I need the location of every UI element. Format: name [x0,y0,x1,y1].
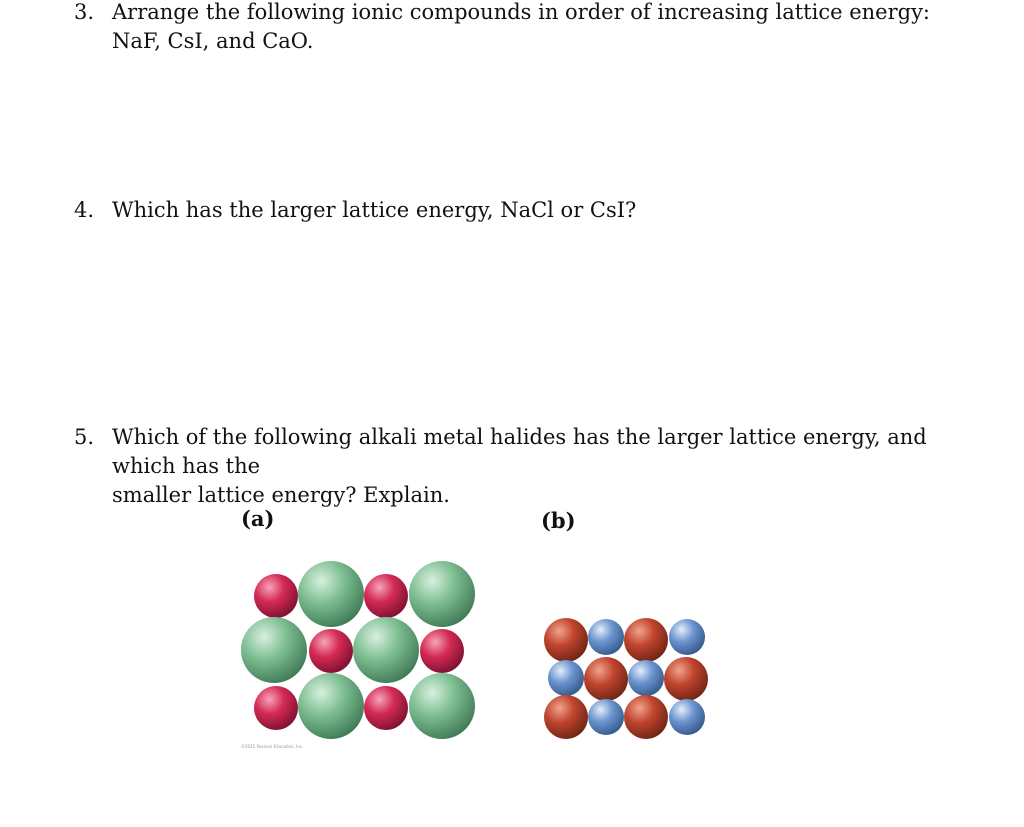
lattice-b [544,618,708,739]
large-anion-sphere [409,561,475,627]
question-number: 4. [74,198,95,222]
blue-ion-sphere [669,699,705,735]
question-line: which has the [112,454,261,478]
large-anion-sphere [353,617,419,683]
question-number: 3. [74,0,95,24]
blue-ion-sphere [669,619,705,655]
blue-ion-sphere [628,660,664,696]
red-ion-sphere [544,695,588,739]
large-anion-sphere [298,673,364,739]
figure-label-a: (a) [241,506,275,531]
large-anion-sphere [298,561,364,627]
question-line: NaF, CsI, and CaO. [112,29,314,53]
red-ion-sphere [584,657,628,701]
small-cation-sphere [364,686,408,730]
blue-ion-sphere [588,619,624,655]
red-ion-sphere [544,618,588,662]
red-ion-sphere [624,618,668,662]
question-line: Arrange the following ionic compounds in order of increasing lattice energy: [112,0,931,24]
small-cation-sphere [254,574,298,618]
question-number: 5. [74,425,95,449]
large-anion-sphere [409,673,475,739]
blue-ion-sphere [588,699,624,735]
red-ion-sphere [664,657,708,701]
question-line: Which has the larger lattice energy, NaCl or CsI? [112,198,637,222]
question-line: Which of the following alkali metal halides has the larger lattice energy, and [112,425,927,449]
figure-label-b: (b) [541,508,576,533]
small-cation-sphere [309,629,353,673]
figure-credit: ©2012 Pearson Education, Inc. [241,744,304,749]
small-cation-sphere [420,629,464,673]
red-ion-sphere [624,695,668,739]
question-line: smaller lattice energy? Explain. [112,483,450,507]
lattice-a [241,561,475,739]
large-anion-sphere [241,617,307,683]
small-cation-sphere [364,574,408,618]
small-cation-sphere [254,686,298,730]
blue-ion-sphere [548,660,584,696]
